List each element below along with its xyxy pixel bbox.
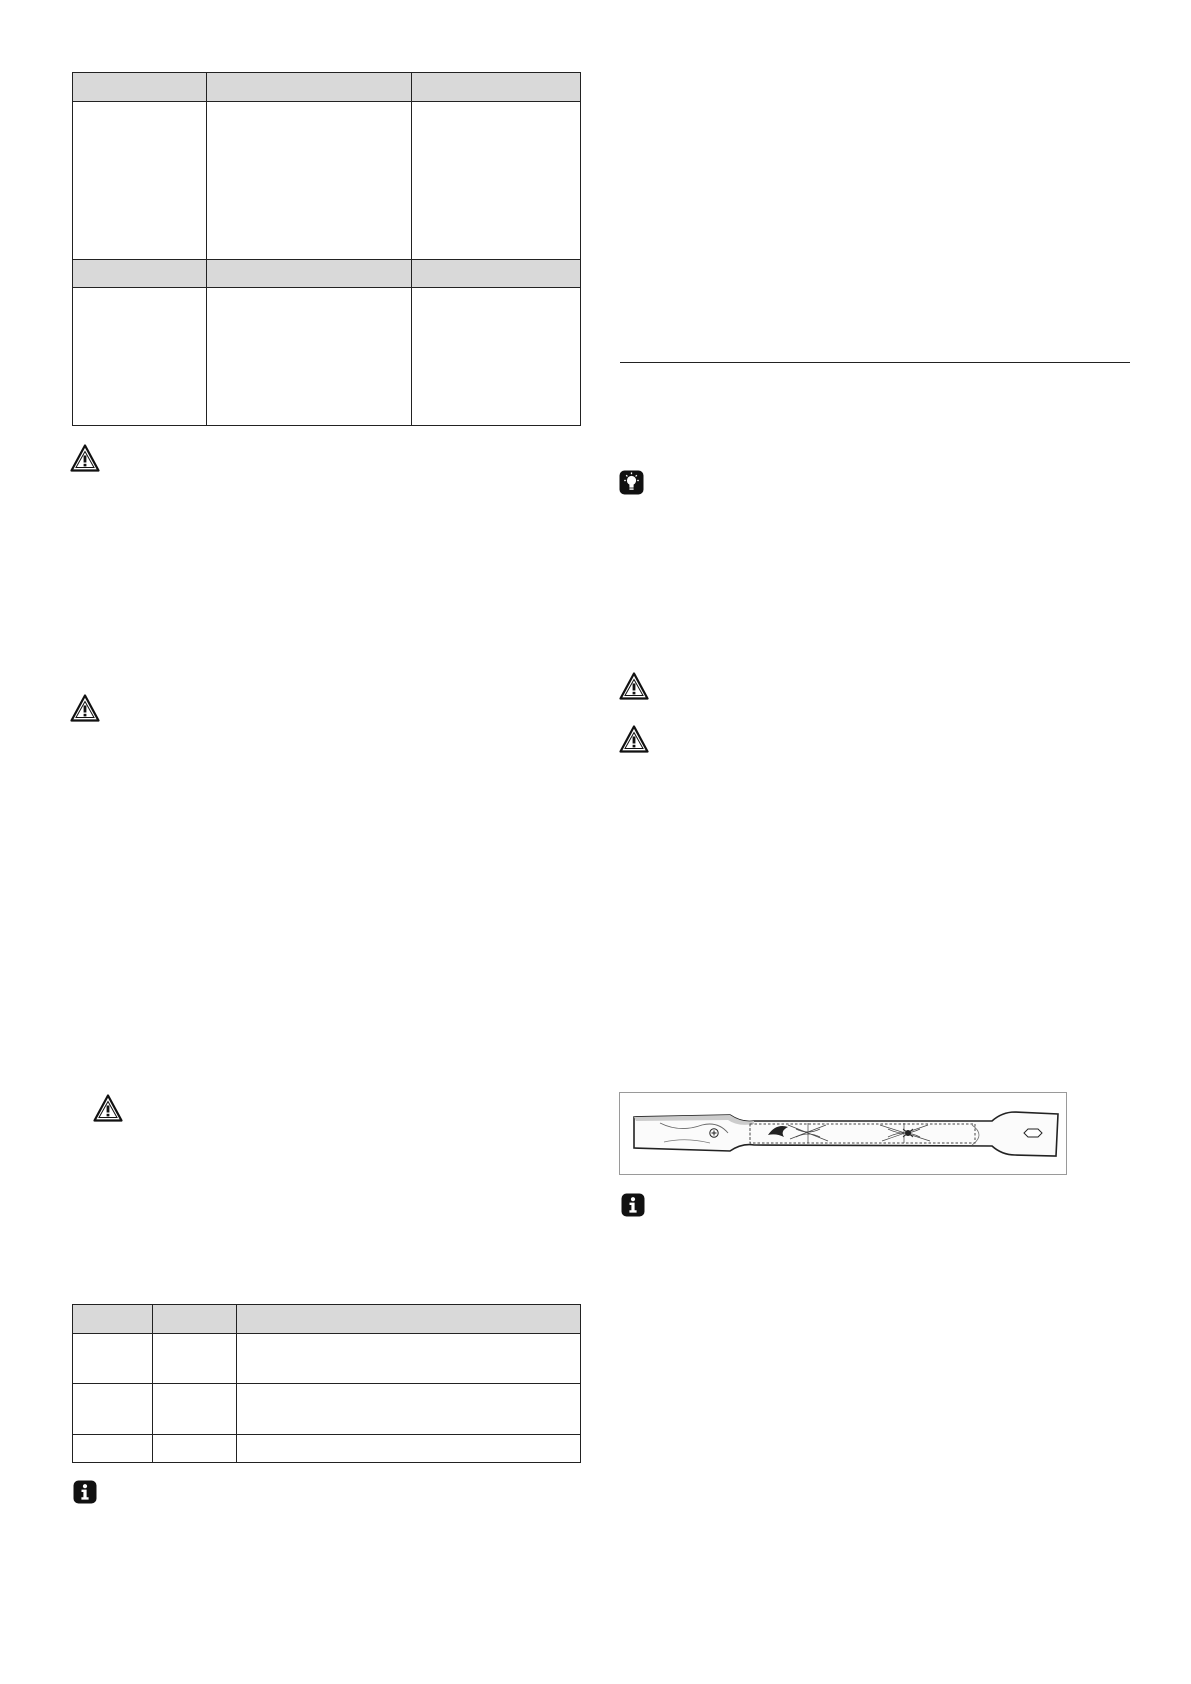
table-cell xyxy=(207,288,412,426)
spec-table-bottom xyxy=(72,1304,581,1463)
warning-triangle-icon xyxy=(619,725,649,758)
blade-illustration xyxy=(619,1092,1067,1175)
table-cell xyxy=(207,102,412,260)
lightbulb-tip-icon xyxy=(619,470,644,500)
warning-triangle-icon xyxy=(619,672,649,705)
table-cell xyxy=(153,1334,237,1384)
table-row xyxy=(73,1384,581,1435)
table-cell xyxy=(237,1435,581,1463)
warning-triangle-icon xyxy=(70,694,100,727)
table-header-row xyxy=(73,73,581,102)
info-icon xyxy=(73,1480,97,1509)
table-cell xyxy=(153,1384,237,1435)
warning-triangle-icon xyxy=(93,1094,123,1127)
table-header-cell xyxy=(73,260,207,288)
table-row xyxy=(73,1334,581,1384)
table-cell xyxy=(237,1334,581,1384)
table-row xyxy=(73,288,581,426)
table-cell xyxy=(73,102,207,260)
table-cell xyxy=(73,1384,153,1435)
table-header-cell xyxy=(412,260,581,288)
warning-triangle-icon xyxy=(70,444,100,477)
table-cell xyxy=(412,102,581,260)
table-cell xyxy=(73,1334,153,1384)
table-row xyxy=(73,102,581,260)
table-cell xyxy=(412,288,581,426)
table-header-cell xyxy=(207,73,412,102)
table-header-cell xyxy=(237,1305,581,1334)
table-header-cell xyxy=(153,1305,237,1334)
section-divider xyxy=(620,362,1130,363)
info-icon xyxy=(621,1193,645,1222)
table-cell xyxy=(73,288,207,426)
table-header-row xyxy=(73,1305,581,1334)
table-cell xyxy=(237,1384,581,1435)
spec-table-top xyxy=(72,72,581,426)
table-cell xyxy=(153,1435,237,1463)
table-header-cell xyxy=(207,260,412,288)
table-cell xyxy=(73,1435,153,1463)
table-header-cell xyxy=(73,73,207,102)
table-header-cell xyxy=(412,73,581,102)
table-header-row xyxy=(73,260,581,288)
table-header-cell xyxy=(73,1305,153,1334)
table-row xyxy=(73,1435,581,1463)
